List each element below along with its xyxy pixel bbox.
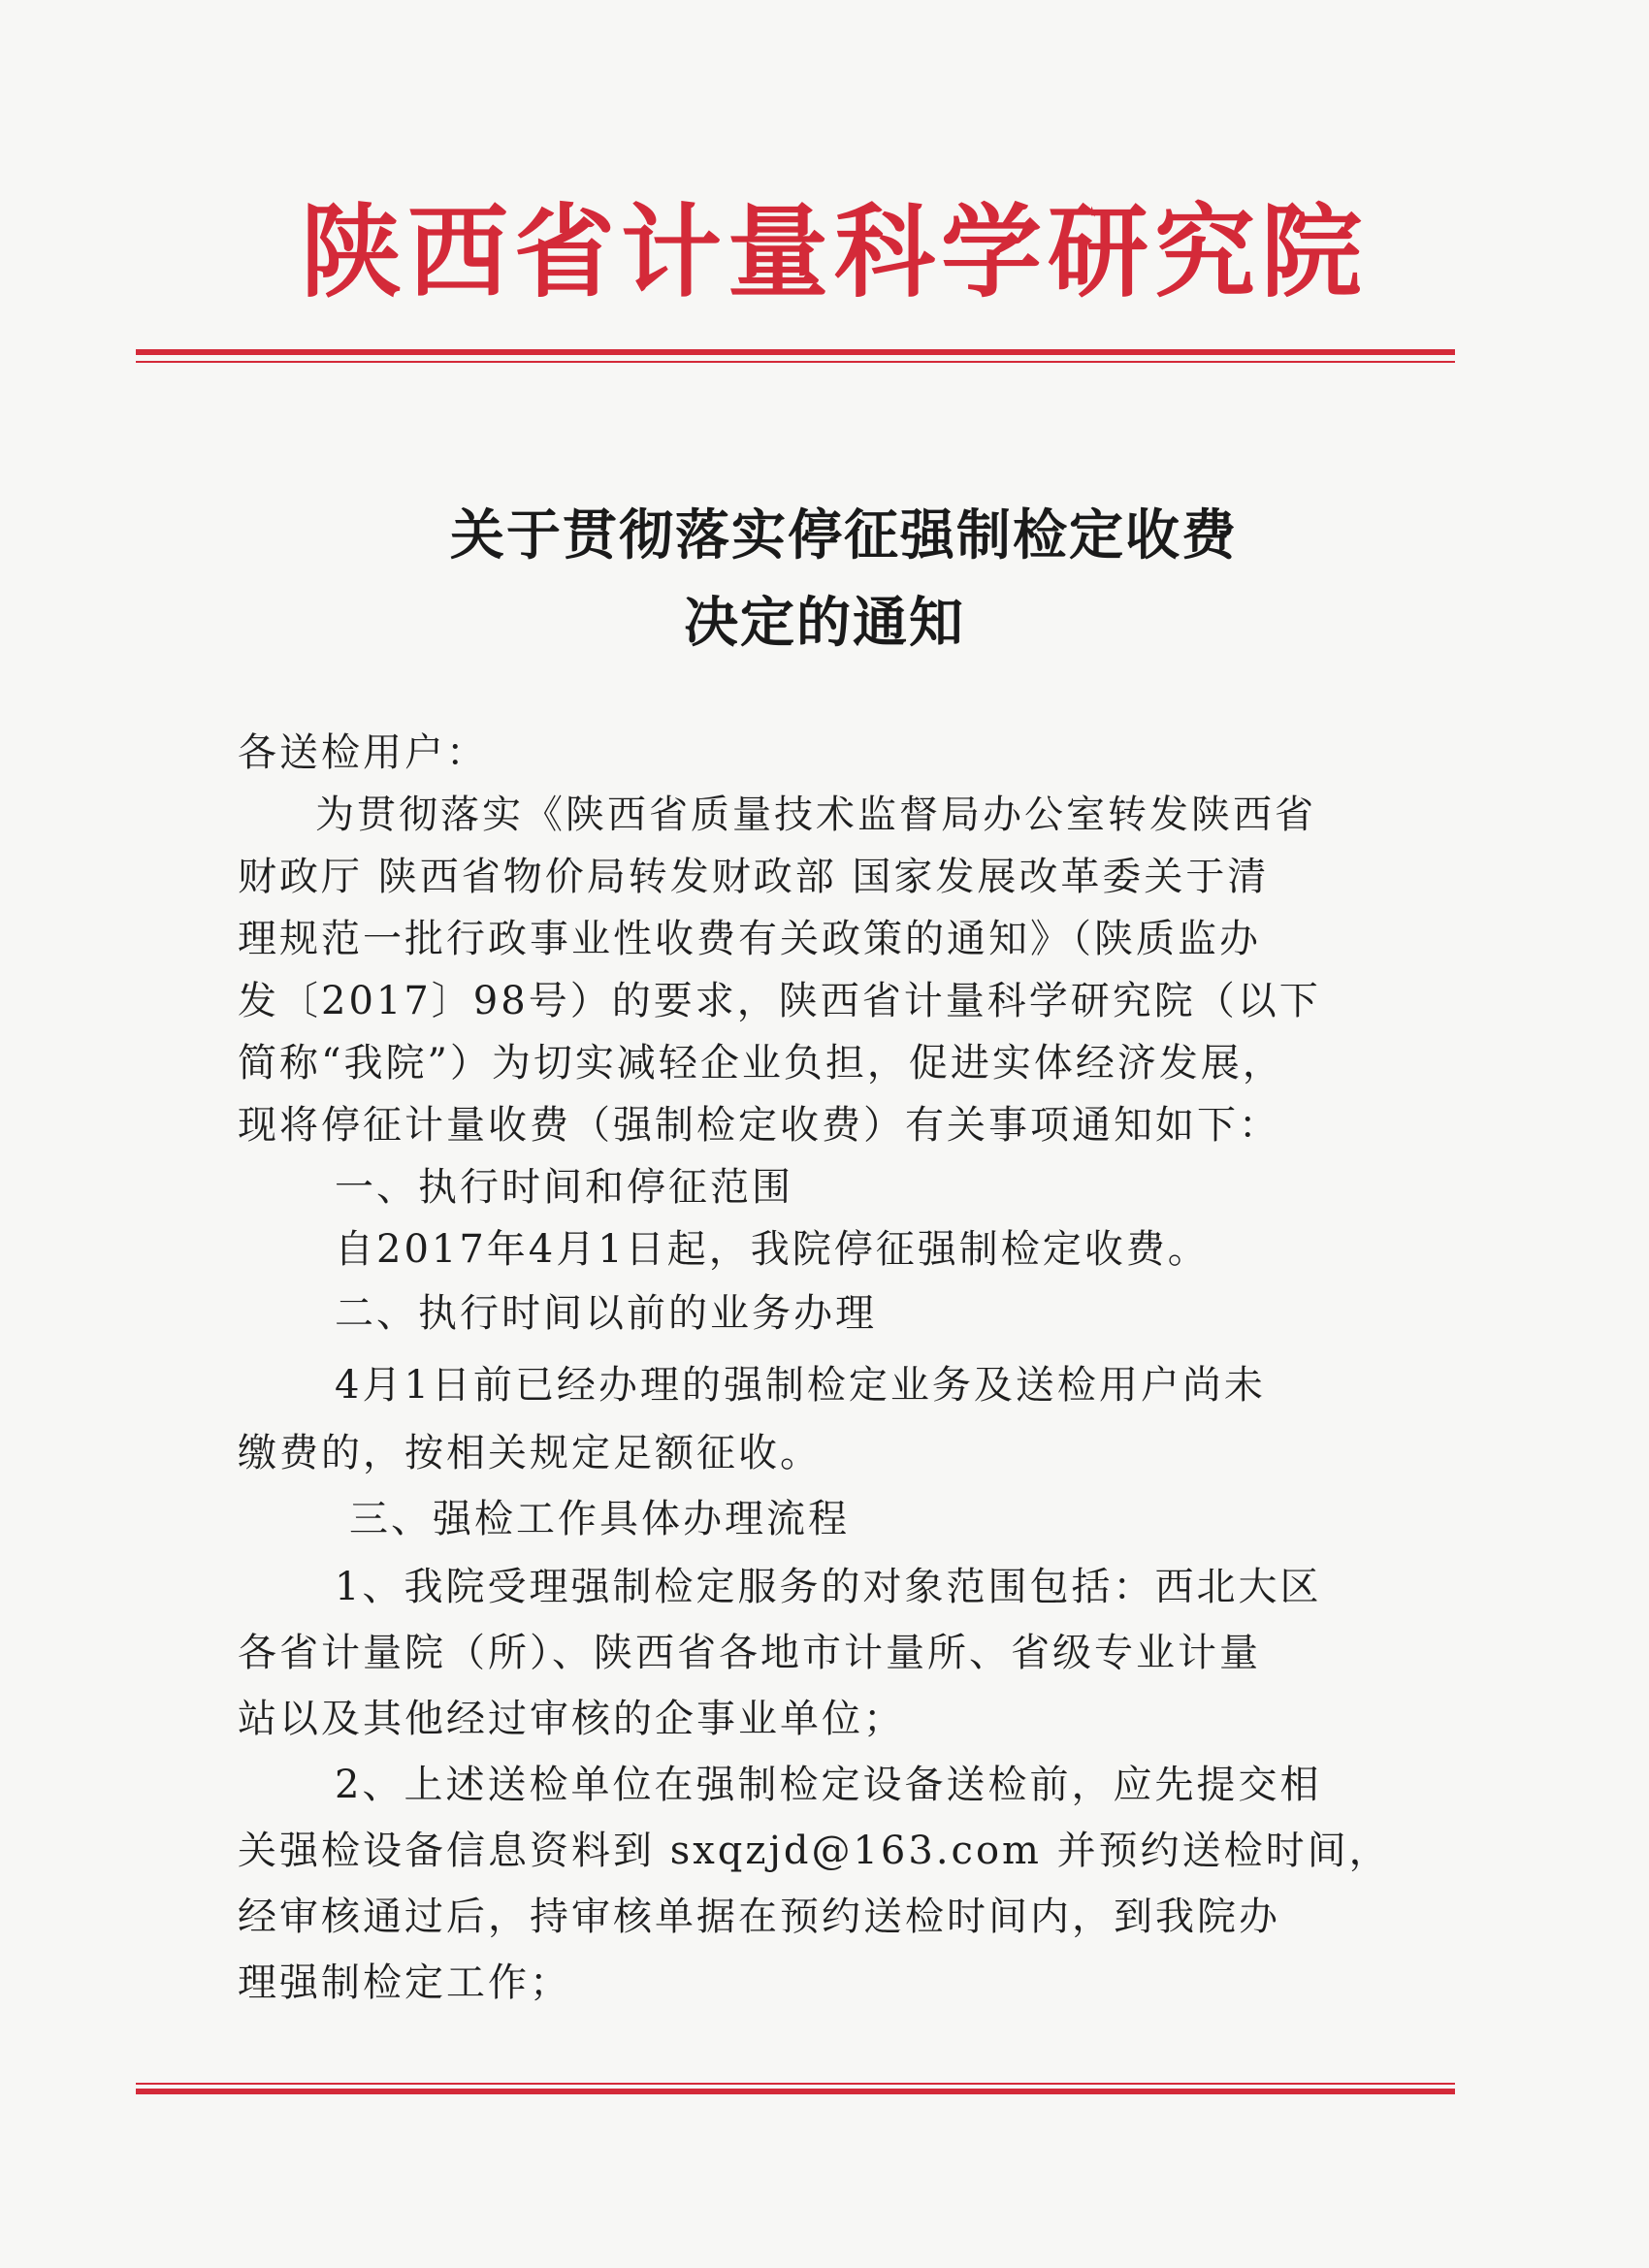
paragraph-line: 为贯彻落实《陕西省质量技术监督局办公室转发陕西省 xyxy=(315,793,1316,837)
bottom-red-rule-thin xyxy=(136,2083,1455,2085)
paragraph-line: 站以及其他经过审核的企事业单位； xyxy=(238,1697,905,1741)
paragraph-line: 发〔2017〕98号）的要求，陕西省计量科学研究院（以下 xyxy=(238,979,1321,1023)
top-red-rule-thin xyxy=(136,361,1455,363)
section-heading-1: 一、执行时间和停征范围 xyxy=(335,1165,793,1210)
paragraph-line: 1、我院受理强制检定服务的对象范围包括：西北大区 xyxy=(335,1565,1322,1609)
document-title-line2: 决定的通知 xyxy=(684,592,965,655)
paragraph-line: 自2017年4月1日起，我院停征强制检定收费。 xyxy=(335,1227,1210,1272)
paragraph-line: 理规范一批行政事业性收费有关政策的通知》（陕质监办 xyxy=(238,917,1261,961)
paragraph-line: 理强制检定工作； xyxy=(238,1960,571,2005)
bottom-red-rule-thick xyxy=(136,2089,1455,2094)
paragraph-line: 2、上述送检单位在强制检定设备送检前，应先提交相 xyxy=(335,1763,1322,1807)
paragraph-line: 各省计量院（所）、陕西省各地市计量所、省级专业计量 xyxy=(238,1631,1261,1675)
salutation: 各送检用户： xyxy=(238,730,488,775)
top-red-rule-thick xyxy=(136,349,1455,355)
paragraph-line: 关强检设备信息资料到 sxqzjd@163.com 并预约送检时间， xyxy=(238,1829,1391,1873)
paragraph-line: 缴费的，按相关规定足额征收。 xyxy=(238,1431,822,1475)
document-title-line1: 关于贯彻落实停征强制检定收费 xyxy=(450,504,1238,567)
section-heading-2: 二、执行时间以前的业务办理 xyxy=(335,1291,877,1336)
paragraph-line: 现将停征计量收费（强制检定收费）有关事项通知如下： xyxy=(238,1103,1280,1148)
section-heading-3: 三、强检工作具体办理流程 xyxy=(349,1497,850,1541)
paragraph-line: 4月1日前已经办理的强制检定业务及送检用户尚未 xyxy=(335,1363,1266,1408)
paragraph-line: 简称“我院”）为切实减轻企业负担，促进实体经济发展， xyxy=(238,1041,1284,1085)
paragraph-line: 财政厅 陕西省物价局转发财政部 国家发展改革委关于清 xyxy=(238,855,1270,899)
org-letterhead: 陕西省计量科学研究院 xyxy=(300,193,1368,311)
paragraph-line: 经审核通过后，持审核单据在预约送检时间内，到我院办 xyxy=(238,1895,1280,1939)
